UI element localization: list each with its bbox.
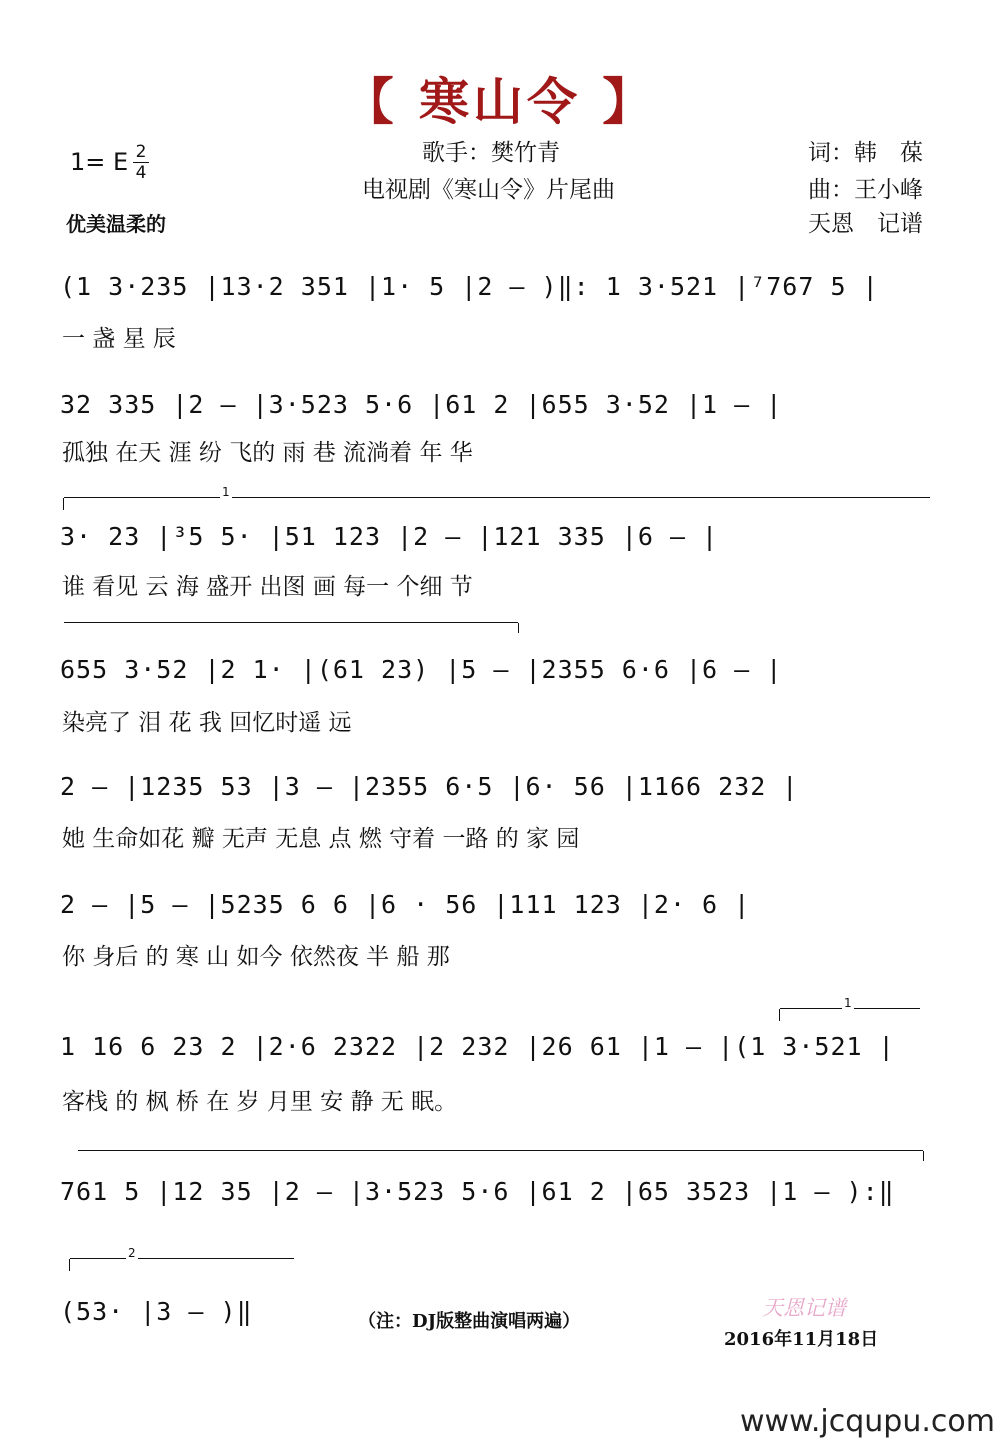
volta-number-1b: 1 [844, 996, 852, 1010]
volta-bracket-2 [70, 1246, 294, 1260]
notation-row-6: 2 – |5 – |5235 6 6 |6 · 56 |111 123 |2· 6 | [60, 890, 751, 919]
transcriber-credit: 天恩 记谱 [808, 211, 923, 237]
notation-row-9: (53· |3 – )‖ [60, 1297, 253, 1326]
lyricist-credit: 词：韩 葆 [808, 140, 923, 166]
volta-bracket-1-end [64, 622, 518, 623]
title-open-bracket: 【 [343, 73, 398, 131]
notation-row-4: 655 3·52 |2 1· |(61 23) |5 – |2355 6·6 |6 – | [60, 655, 783, 684]
lyrics-row-7: 客栈 的 枫 桥 在 岁 月里 安 静 无 眠。 [62, 1089, 458, 1115]
notation-row-2: 32 335 |2 – |3·523 5·6 |61 2 |655 3·52 |1 – | [60, 390, 783, 419]
transcriber-stamp: 天恩记谱 [762, 1296, 846, 1320]
lyrics-row-6: 你 身后 的 寒 山 如今 依然夜 半 船 那 [62, 944, 450, 970]
time-signature-top: 2 [135, 142, 147, 162]
composer-credit: 曲：王小峰 [808, 177, 923, 203]
notation-row-1: (1 3·235 |13·2 351 |1· 5 |2 – )‖: 1 3·521 |⁷767 5 | [60, 272, 879, 301]
key-signature: 1= E [70, 148, 129, 176]
volta-number-1: 1 [222, 485, 230, 499]
volta-bracket-1 [64, 485, 930, 499]
time-signature [133, 143, 149, 182]
notation-row-5: 2 – |1235 53 |3 – |2355 6·5 |6· 56 |1166 232 | [60, 772, 799, 801]
tempo-marking: 优美温柔的 [66, 212, 166, 236]
volta-number-2: 2 [128, 1246, 136, 1260]
notation-row-3: 3· 23 |³5 5· |51 123 |2 – |121 335 |6 – | [60, 522, 719, 551]
transcription-date: 2016年11月18日 [724, 1329, 879, 1350]
volta-bracket-1b [780, 996, 920, 1010]
drama-credit: 电视剧《寒山令》片尾曲 [362, 177, 615, 203]
lyrics-row-1: 一 盏 星 辰 [62, 326, 176, 352]
singer-credit: 歌手：樊竹青 [422, 140, 560, 166]
notation-row-8: 761 5 |12 35 |2 – |3·523 5·6 |61 2 |65 3523 |1 – ):‖ [60, 1177, 895, 1206]
time-signature-bottom: 4 [135, 163, 147, 183]
website-watermark: www.jcqupu.com [740, 1404, 995, 1439]
title-text: 寒山令 [419, 73, 581, 131]
lyrics-row-2: 孤独 在天 涯 纷 飞的 雨 巷 流淌着 年 华 [62, 440, 473, 466]
song-title [0, 62, 1000, 134]
lyrics-row-4: 染亮了 泪 花 我 回忆时遥 远 [62, 710, 352, 736]
title-close-bracket: 】 [602, 73, 657, 131]
volta-bracket-1b-cont [78, 1150, 923, 1151]
lyrics-row-5: 她 生命如花 瓣 无声 无息 点 燃 守着 一路 的 家 园 [62, 826, 580, 852]
performance-note: （注：DJ版整曲演唱两遍） [358, 1311, 581, 1332]
lyrics-row-3: 谁 看见 云 海 盛开 出图 画 每一 个细 节 [62, 574, 473, 600]
notation-row-7: 1 16 6 23 2 |2·6 2322 |2 232 |26 61 |1 – |(1 3·521 | [60, 1032, 895, 1061]
